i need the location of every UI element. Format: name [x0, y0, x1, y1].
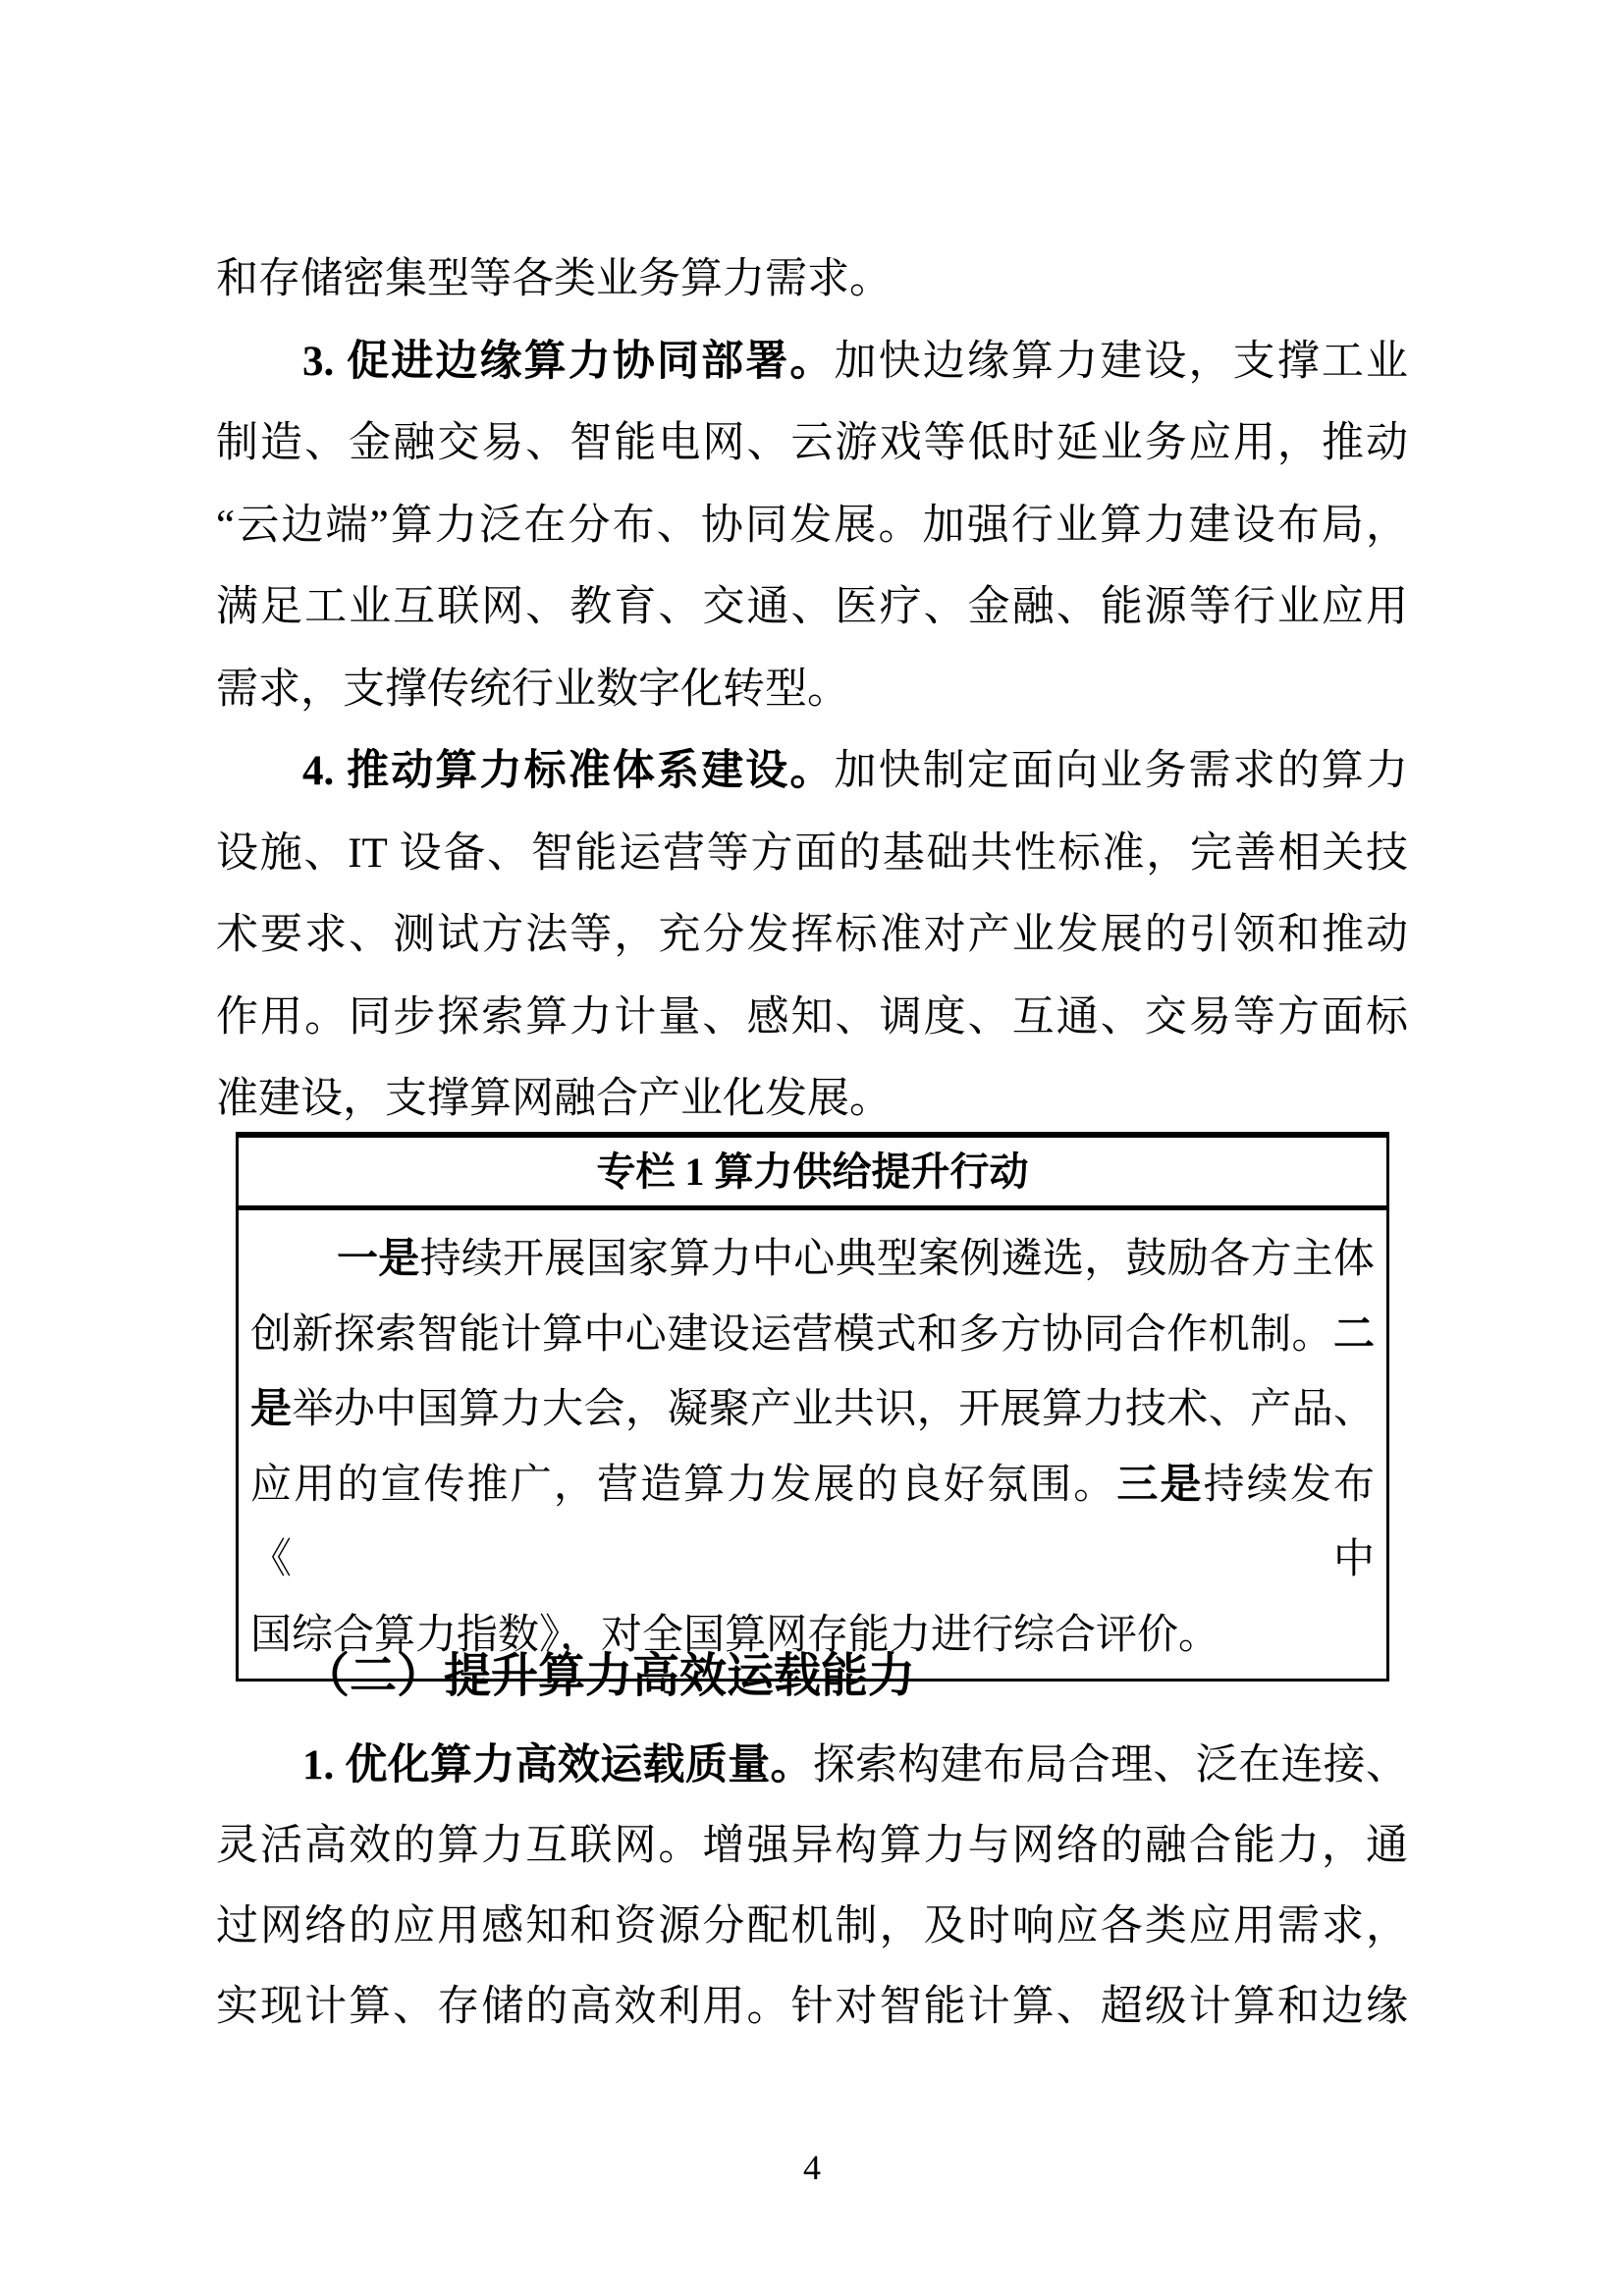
text-run: 作用。同步探索算力计量、感知、调度、互通、交易等方面标 [216, 993, 1408, 1041]
text-line [216, 321, 1408, 403]
text-run: 设施、IT 设备、智能运营等方面的基础共性标准，完善相关技 [216, 829, 1408, 877]
text-run: 国综合算力指数》，对全国算网存能力进行综合评价。 [250, 1612, 1220, 1658]
callout-box-body [239, 1210, 1386, 1679]
text-line [216, 1967, 1408, 2048]
text-run: “云边端”算力泛在分布、协同发展。加强行业算力建设布局， [216, 502, 1408, 549]
text-line [216, 1058, 1408, 1141]
text-line [216, 894, 1408, 977]
section-heading: （二）提升算力高效运载能力 [302, 1650, 916, 1702]
emphasis-run: 一是 [337, 1237, 420, 1282]
text-line [250, 1372, 1375, 1448]
text-line [250, 1298, 1375, 1373]
text-line [216, 730, 1408, 813]
text-run: 应用的宣传推广，营造算力发展的良好氛围。 [250, 1462, 1117, 1508]
text-run: 和存储密集型等各类业务算力需求。 [216, 256, 892, 302]
text-run: 灵活高效的算力互联网。增强异构算力与网络的融合能力，通 [216, 1823, 1408, 1869]
text-line [216, 485, 1408, 567]
text-run: 实现计算、存储的高效利用。针对智能计算、超级计算和边缘 [216, 1984, 1408, 2030]
text-run: 持续开展国家算力中心典型案例遴选，鼓励各方主体 [419, 1237, 1375, 1282]
text-line [216, 239, 1408, 321]
emphasis-run: 二 [1332, 1311, 1375, 1358]
text-line [216, 566, 1408, 649]
text-run: 过网络的应用感知和资源分配机制，及时响应各类应用需求， [216, 1903, 1408, 1949]
text-line [250, 1222, 1375, 1298]
text-run: 制造、金融交易、智能电网、云游戏等低时延业务应用，推动 [216, 420, 1408, 466]
emphasis-run: 三是 [1116, 1462, 1204, 1508]
body-paragraphs-top [216, 239, 1408, 1141]
text-run: 满足工业互联网、教育、交通、医疗、金融、能源等行业应用 [216, 584, 1408, 630]
text-line [216, 813, 1408, 895]
text-run: 举办中国算力大会，凝聚产业共识，开展算力技术、产品、 [292, 1387, 1375, 1432]
page-number: 4 [803, 2148, 821, 2187]
text-line [216, 402, 1408, 485]
text-line [216, 649, 1408, 731]
text-run: 创新探索智能计算中心建设运营模式和多方协同合作机制。 [250, 1311, 1333, 1358]
text-run: 准建设，支撑算网融合产业化发展。 [216, 1076, 892, 1122]
text-line [216, 1806, 1408, 1887]
text-run: 需求，支撑传统行业数字化转型。 [216, 666, 849, 713]
emphasis-run: 3. 促进边缘算力协同部署。 [302, 338, 835, 385]
text-line [216, 1887, 1408, 1967]
text-line [250, 1448, 1375, 1598]
text-line [216, 1726, 1408, 1806]
text-run: 加快边缘算力建设，支撑工业 [834, 338, 1408, 385]
text-run: 探索构建布局合理、泛在连接、 [812, 1742, 1409, 1789]
text-line [216, 977, 1408, 1059]
text-run: 加快制定面向业务需求的算力 [834, 748, 1408, 794]
text-run: 术要求、测试方法等，充分发挥标准对产业发展的引领和推动 [216, 912, 1408, 958]
emphasis-run: 1. 优化算力高效运载质量。 [302, 1742, 813, 1789]
body-paragraphs-bottom [216, 1726, 1408, 2048]
text-run: 持续发布《中 [250, 1462, 1375, 1582]
emphasis-run: 是 [250, 1387, 293, 1432]
callout-box-title: 专栏 1 算力供给提升行动 [239, 1138, 1386, 1210]
callout-box [236, 1132, 1389, 1682]
emphasis-run: 4. 推动算力标准体系建设。 [302, 748, 835, 794]
